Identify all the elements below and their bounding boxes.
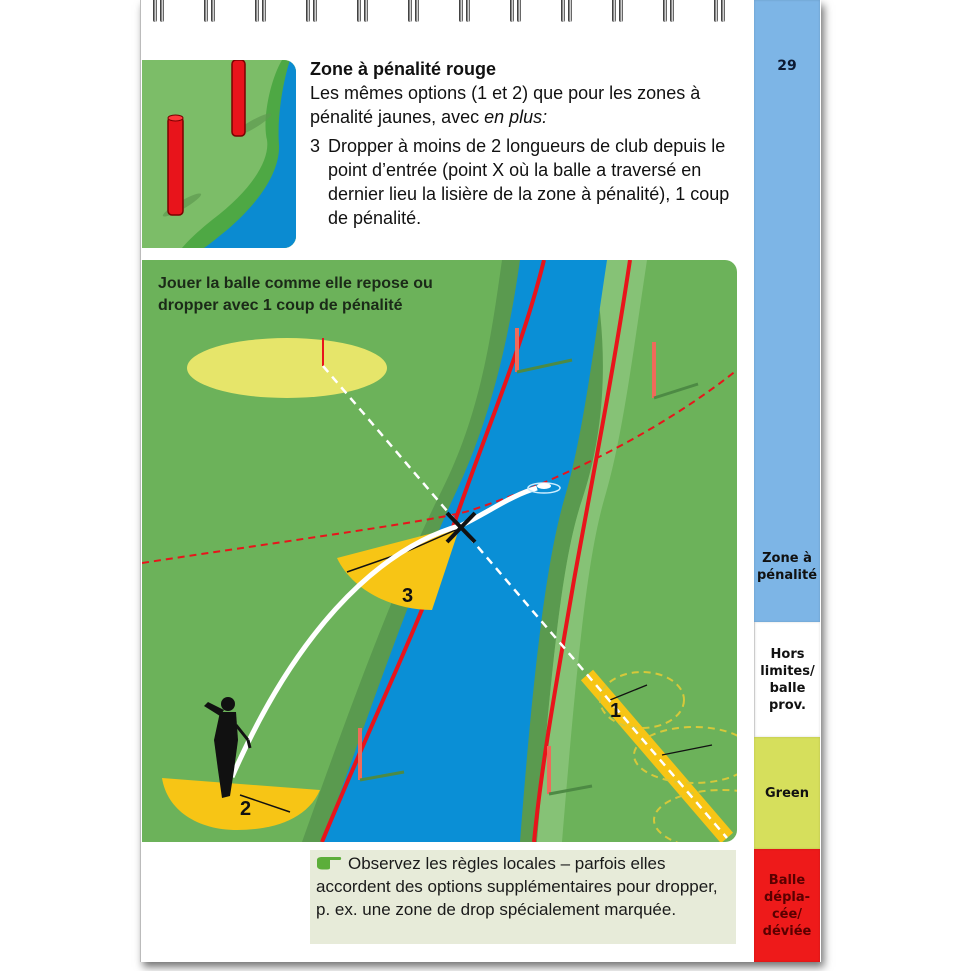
rule-text [310,57,750,230]
tab-label: Zone à pénalité [756,551,818,583]
binding-ring [306,0,318,23]
binding-ring [714,0,726,23]
intro-text: Les mêmes options (1 et 2) que pour les zones à pénalité jaunes, avec [310,83,701,127]
binding-ring [459,0,471,23]
intro-emphasis: en plus: [484,107,548,127]
penalty-area-diagram [142,260,737,842]
option-1-label: 1 [610,700,622,722]
section-heading: Zone à pénalité rouge [310,59,497,79]
pointing-hand-icon [316,853,342,867]
binding-ring [663,0,675,23]
section-tabs [754,0,820,962]
binding-ring [357,0,369,23]
tab-label: Green [765,785,809,801]
option-3 [310,134,750,230]
binding-ring [204,0,216,23]
option-3-label: 3 [402,585,414,607]
diagram-caption [158,273,433,317]
page-number: 29 [777,58,797,74]
option-text: Dropper à moins de 2 longueurs de club depuis le point d’entrée (point X où la balle a traversé en dernier lieu la lisière de la zone à pénalité), 1 coup de pénalité. [328,136,730,228]
tab-label: Balle dépla- cée/ déviée [762,872,812,939]
intro-paragraph [310,81,750,129]
binding-ring [153,0,165,23]
tab-green[interactable] [754,737,820,849]
local-rules-note [310,850,736,944]
red-stakes-illustration [142,60,296,248]
tab-label: Hors limites/ balle prov. [760,646,815,713]
binding-ring [510,0,522,23]
tab-ball-moved[interactable] [754,849,820,962]
tab-penalty-area[interactable] [754,0,820,622]
spiral-binding [140,0,820,24]
caption-line: dropper avec 1 coup de pénalité [158,297,403,314]
tab-out-of-bounds[interactable] [754,622,820,737]
binding-ring [561,0,573,23]
binding-ring [408,0,420,23]
option-2-label: 2 [240,798,252,820]
putting-green [187,338,387,398]
option-number: 3 [310,136,321,156]
binding-ring [255,0,267,23]
binding-ring [612,0,624,23]
caption-line: Jouer la balle comme elle repose ou [158,275,433,292]
note-text: Observez les règles locales – parfois elles accordent des options supplémentaires pour dropper, p. ex. une zone de drop spécialement marquée. [316,854,718,919]
